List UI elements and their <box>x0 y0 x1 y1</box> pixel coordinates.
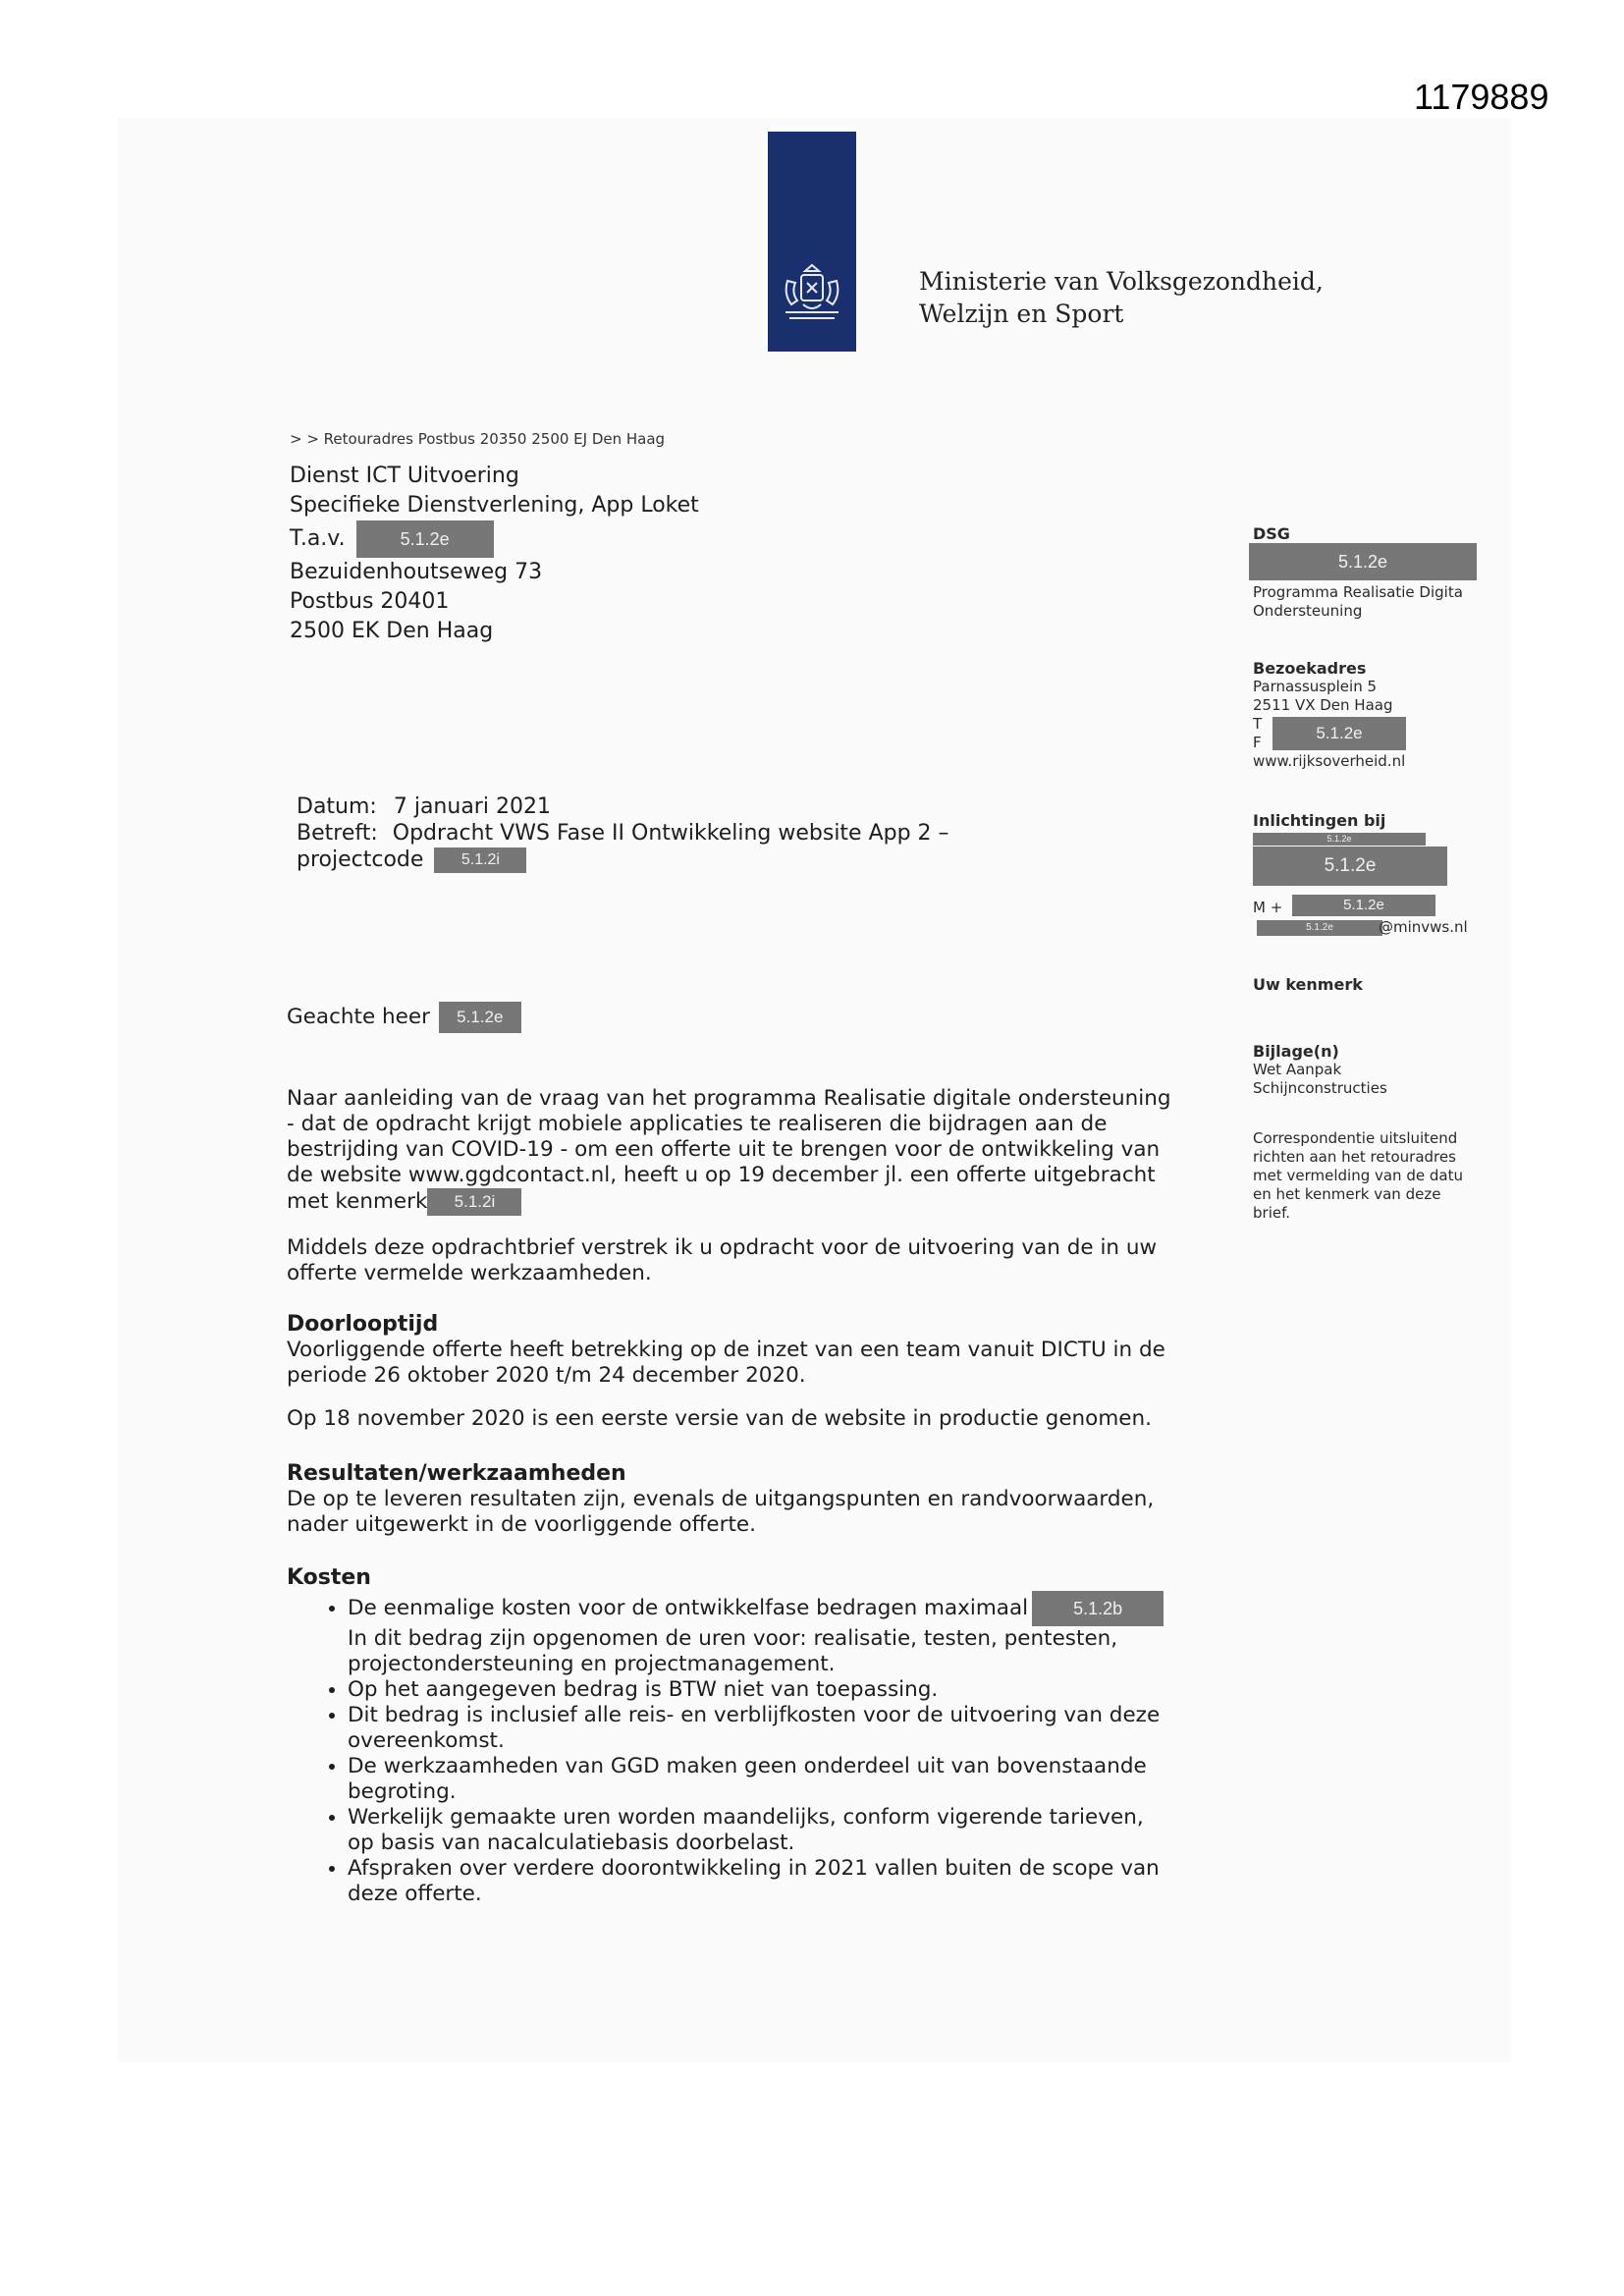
results-heading: Resultaten/werkzaamheden <box>287 1461 626 1486</box>
intro-line-1: Naar aanleiding van de vraag van het programma Realisatie digitale ondersteuning <box>287 1086 1171 1111</box>
salutation-text: Geachte heer <box>287 1005 430 1029</box>
costs-list <box>287 1591 1190 1907</box>
sidebar-dsg <box>1253 524 1290 543</box>
date-line <box>297 793 949 820</box>
sidebar-your-reference <box>1253 975 1363 994</box>
attachments-line-2: Schijnconstructies <box>1253 1079 1387 1097</box>
note-line-1: Correspondentie uitsluitend <box>1253 1129 1458 1147</box>
attachments-label: Bijlage(n) <box>1253 1042 1339 1061</box>
your-reference-label: Uw kenmerk <box>1253 975 1363 994</box>
website: www.rijksoverheid.nl <box>1253 752 1406 770</box>
coat-of-arms-icon <box>778 261 846 336</box>
intro-line-4: de website www.ggdcontact.nl, heeft u op 19 december jl. een offerte uitgebracht <box>287 1163 1156 1187</box>
project-code-redaction: 5.1.2i <box>434 847 526 873</box>
note-line-2: richten aan het retouradres <box>1253 1148 1456 1166</box>
note-line-5: brief. <box>1253 1204 1291 1222</box>
list-item <box>348 1856 1190 1907</box>
recipient-attention <box>290 520 699 558</box>
return-address: > > Retouradres Postbus 20350 2500 EJ Den Haag <box>290 430 666 448</box>
recipient-line-1: Dienst ICT Uitvoering <box>290 464 519 488</box>
list-item-line: • Dit bedrag is inclusief alle reis- en verblijfkosten voor de uitvoering van deze <box>348 1703 1161 1727</box>
dsg-redaction: 5.1.2e <box>1249 543 1477 580</box>
visit-label: Bezoekadres <box>1253 659 1367 678</box>
cost-redaction: 5.1.2b <box>1032 1591 1164 1626</box>
mobile-redaction: 5.1.2e <box>1292 895 1435 916</box>
duration-line-2: periode 26 oktober 2020 t/m 24 december 2020. <box>287 1363 806 1388</box>
document-number: 1179889 <box>1414 77 1549 117</box>
recipient-address <box>290 462 699 646</box>
paragraph-intro <box>287 1086 1190 1216</box>
list-item-line: projectondersteuning en projectmanagement. <box>348 1652 836 1676</box>
dsg-label: DSG <box>1253 524 1290 543</box>
list-item <box>348 1591 1190 1677</box>
correspondence-note <box>1253 1129 1463 1223</box>
list-item-line <box>348 1591 1190 1626</box>
production-line: Op 18 november 2020 is een eerste versie van de website in productie genomen. <box>287 1406 1152 1431</box>
redaction-block: 5.1.2e <box>356 520 494 558</box>
list-item-line: • Afspraken over verdere doorontwikkeling in 2021 vallen buiten de scope van <box>348 1856 1160 1881</box>
ministry-line-1: Ministerie van Volksgezondheid, <box>919 267 1324 296</box>
results-line-1: De op te leveren resultaten zijn, evenals de uitgangspunten en randvoorwaarden, <box>287 1487 1155 1511</box>
reference-redaction: 5.1.2i <box>427 1188 521 1216</box>
email-redaction: 5.1.2e <box>1257 920 1382 936</box>
program-line-1: Programma Realisatie Digita <box>1253 583 1463 601</box>
intro-line-5 <box>287 1188 1190 1216</box>
list-item-line: deze offerte. <box>348 1882 482 1906</box>
note-line-4: en het kenmerk van deze <box>1253 1185 1441 1203</box>
list-item-line: • De werkzaamheden van GGD maken geen onderdeel uit van bovenstaande <box>348 1754 1147 1778</box>
attention-label: T.a.v. <box>290 526 346 551</box>
info-label: Inlichtingen bij <box>1253 811 1386 830</box>
mobile-line <box>1253 899 1282 917</box>
intro-line-3: bestrijding van COVID-19 - om een offerte uit te brengen voor de ontwikkeling van <box>287 1137 1161 1162</box>
sidebar-program <box>1253 583 1463 621</box>
assignment-line-1: Middels deze opdrachtbrief verstrek ik u opdracht voor de uitvoering van de in uw <box>287 1235 1158 1260</box>
subject-label: Betreft: <box>297 821 378 846</box>
attachments-line-1: Wet Aanpak <box>1253 1061 1342 1078</box>
recipient-line-4: Bezuidenhoutseweg 73 <box>290 560 543 584</box>
list-item-line: begroting. <box>348 1779 457 1804</box>
reference-label: met kenmerk <box>287 1189 428 1214</box>
info-redaction: 5.1.2e <box>1253 847 1447 886</box>
section-results <box>287 1461 1190 1538</box>
list-item <box>348 1677 1190 1703</box>
duration-heading: Doorlooptijd <box>287 1312 439 1337</box>
mobile-label: M + <box>1253 899 1283 916</box>
government-logo <box>768 132 856 352</box>
list-item-text: De eenmalige kosten voor de ontwikkelfase bedragen maximaal <box>348 1596 1029 1620</box>
note-line-3: met vermelding van de datu <box>1253 1167 1463 1184</box>
date-label: Datum: <box>297 794 377 819</box>
email-suffix: @minvws.nl <box>1379 918 1468 936</box>
salutation-redaction: 5.1.2e <box>439 1002 521 1033</box>
list-item <box>348 1805 1190 1856</box>
results-line-2: nader uitgewerkt in de voorliggende offerte. <box>287 1512 756 1537</box>
subject-line <box>297 820 949 847</box>
project-code-label: projectcode <box>297 847 424 872</box>
sidebar-info <box>1253 811 1385 830</box>
list-item-line: op basis van nacalculatiebasis doorbelast. <box>348 1831 795 1855</box>
subject-line-2 <box>297 847 949 873</box>
phone-redaction: 5.1.2e <box>1272 717 1406 750</box>
section-costs <box>287 1565 1190 1907</box>
paragraph-production <box>287 1406 1190 1432</box>
phone-f: F <box>1253 734 1262 751</box>
paragraph-assignment <box>287 1235 1190 1286</box>
intro-line-2: - dat de opdracht krijgt mobiele applicaties te realiseren die bijdragen aan de <box>287 1112 1108 1136</box>
ministry-line-2: Welzijn en Sport <box>919 300 1124 328</box>
visit-line-1: Parnassusplein 5 <box>1253 678 1378 695</box>
salutation <box>287 1002 1190 1033</box>
list-item-line: • Op het aangegeven bedrag is BTW niet van toepassing. <box>348 1677 939 1702</box>
recipient-line-5: Postbus 20401 <box>290 589 450 614</box>
ministry-name <box>919 265 1324 330</box>
phone-t: T <box>1253 715 1263 733</box>
costs-heading: Kosten <box>287 1565 371 1590</box>
sidebar-visit-address <box>1253 659 1405 771</box>
list-item-line: • Werkelijk gemaakte uren worden maandelijks, conform vigerende tarieven, <box>348 1805 1144 1830</box>
list-item <box>348 1754 1190 1805</box>
subject-value: Opdracht VWS Fase II Ontwikkeling website App 2 – <box>392 821 949 846</box>
list-item-line: overeenkomst. <box>348 1728 505 1753</box>
sidebar-attachments <box>1253 1042 1387 1098</box>
duration-line-1: Voorliggende offerte heeft betrekking op de inzet van een team vanuit DICTU in de <box>287 1338 1165 1362</box>
info-redaction-small: 5.1.2e <box>1253 833 1426 846</box>
section-duration <box>287 1312 1190 1389</box>
recipient-line-6: 2500 EK Den Haag <box>290 619 494 643</box>
list-item-line: In dit bedrag zijn opgenomen de uren voor: realisatie, testen, pentesten, <box>348 1626 1118 1651</box>
date-value: 7 januari 2021 <box>393 794 551 819</box>
recipient-line-2: Specifieke Dienstverlening, App Loket <box>290 493 699 518</box>
visit-line-2: 2511 VX Den Haag <box>1253 696 1393 714</box>
assignment-line-2: offerte vermelde werkzaamheden. <box>287 1261 652 1285</box>
letter-meta <box>297 793 949 873</box>
program-line-2: Ondersteuning <box>1253 602 1363 620</box>
list-item <box>348 1703 1190 1754</box>
